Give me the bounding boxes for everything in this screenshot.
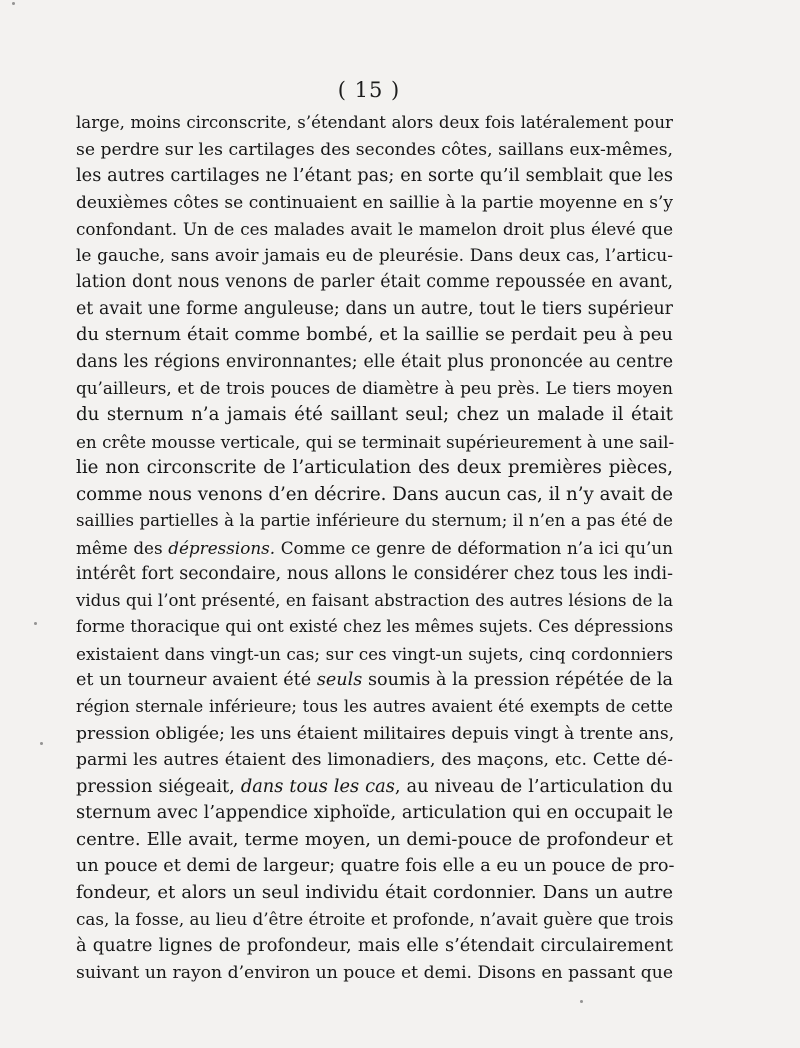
italic-phrase: dépressions.	[168, 537, 276, 558]
text-line	[76, 694, 673, 721]
paper-speck	[12, 2, 15, 5]
text-run: pression siégeait,	[76, 775, 241, 797]
paper-speck	[580, 1000, 583, 1003]
text-run: lation dont nous venons de parler était comme repoussée en avant,	[76, 272, 673, 293]
text-run: centre. Elle avait, terme moyen, un demi-pouce de profondeur et	[76, 828, 673, 850]
text-line	[76, 747, 673, 774]
text-run: suivant un rayon d’environ un pouce et demi. Disons en passant que	[76, 962, 673, 983]
page-number: ( 15 )	[337, 78, 401, 102]
italic-phrase: seuls	[316, 670, 363, 691]
text-line	[76, 269, 673, 296]
text-line	[76, 800, 673, 827]
text-line	[76, 827, 673, 854]
text-line	[76, 482, 673, 509]
text-line	[76, 880, 673, 907]
text-run: comme nous venons d’en décrire. Dans aucun cas, il n’y avait de	[76, 483, 673, 505]
text-run: région sternale inférieure; tous les autres avaient été exempts de cette	[76, 697, 673, 717]
text-line	[76, 561, 673, 588]
text-line	[76, 933, 673, 960]
text-line	[76, 349, 673, 376]
text-run: les autres cartilages ne l’étant pas; en sorte qu’il semblait que les	[76, 165, 673, 187]
paper-speck	[34, 622, 37, 625]
text-run: large, moins circonscrite, s’étendant alors deux fois latéralement pour	[76, 113, 673, 132]
text-line	[76, 190, 673, 217]
body-text	[76, 110, 673, 986]
text-run: sternum avec l’appendice xiphoïde, articulation qui en occupait le	[76, 802, 673, 824]
text-run: soumis à la pression répétée de la	[362, 670, 673, 691]
text-run: le gauche, sans avoir jamais eu de pleurésie. Dans deux cas, l’articu-	[76, 245, 673, 266]
text-run: qu’ailleurs, et de trois pouces de diamètre à peu près. Le tiers moyen	[76, 378, 673, 399]
text-run: un pouce et demi de largeur; quatre fois elle a eu un pouce de pro-	[76, 856, 675, 877]
text-run: vidus qui l’ont présenté, en faisant abstraction des autres lésions de la	[76, 590, 673, 610]
text-run: et un tourneur avaient été	[76, 670, 317, 691]
text-run: fondeur, et alors un seul individu était cordonnier. Dans un autre	[76, 881, 673, 903]
text-line	[76, 455, 673, 482]
text-line	[76, 322, 673, 349]
text-line	[76, 906, 673, 933]
text-run: lie non circonscrite de l’articulation des deux premières pièces,	[76, 457, 673, 479]
text-line	[76, 163, 673, 190]
text-run: et avait une forme anguleuse; dans un autre, tout le tiers supérieur	[76, 298, 673, 319]
text-run: intérêt fort secondaire, nous allons le considérer chez tous les indi-	[76, 564, 673, 585]
text-line	[76, 137, 673, 164]
text-line	[76, 853, 673, 880]
text-run: Comme ce genre de déformation n’a ici qu’un	[275, 537, 673, 558]
text-line	[76, 375, 673, 402]
text-line	[76, 508, 673, 535]
paper-speck	[40, 742, 43, 745]
text-run: même des	[76, 537, 169, 558]
text-line	[76, 641, 673, 668]
text-run: saillies partielles à la partie inférieure du sternum; il n’en a pas été de	[76, 511, 673, 531]
text-line	[76, 614, 673, 641]
text-run: cas, la fosse, au lieu d’être étroite et profonde, n’avait guère que trois	[76, 909, 674, 930]
text-line	[76, 429, 673, 456]
text-line	[76, 216, 673, 243]
text-line	[76, 243, 673, 270]
text-run: en crête mousse verticale, qui se terminait supérieurement à une sail-	[76, 431, 675, 452]
text-line	[76, 296, 673, 323]
text-run: forme thoracique qui ont existé chez les mêmes sujets. Ces dépressions	[76, 617, 674, 637]
text-line	[76, 110, 673, 137]
text-run: confondant. Un de ces malades avait le mamelon droit plus élevé que	[76, 219, 673, 240]
text-run: du sternum était comme bombé, et la saillie se perdait peu à peu	[76, 324, 673, 346]
text-line	[76, 960, 673, 987]
text-line	[76, 721, 673, 748]
text-line	[76, 402, 673, 429]
text-run: à quatre lignes de profondeur, mais elle s’étendait circulairement	[76, 934, 673, 956]
text-line	[76, 774, 673, 801]
text-run: se perdre sur les cartilages des secondes côtes, saillans eux-mêmes,	[76, 139, 673, 160]
text-run: pression obligée; les uns étaient militaires depuis vingt à trente ans,	[76, 723, 675, 744]
text-run: deuxièmes côtes se continuaient en saillie à la partie moyenne en s’y	[76, 192, 673, 213]
text-run: , au niveau de l’articulation du	[394, 775, 673, 797]
text-run: dans les régions environnantes; elle était plus prononcée au centre	[76, 351, 673, 372]
text-line	[76, 588, 673, 615]
text-run: existaient dans vingt-un cas; sur ces vingt-un sujets, cinq cordonniers	[76, 643, 673, 664]
text-line	[76, 667, 673, 694]
italic-phrase: dans tous les cas	[240, 775, 395, 797]
text-line	[76, 535, 673, 562]
text-run: parmi les autres étaient des limonadiers, des maçons, etc. Cette dé-	[76, 750, 673, 771]
text-run: du sternum n’a jamais été saillant seul; chez un malade il était	[76, 404, 673, 426]
